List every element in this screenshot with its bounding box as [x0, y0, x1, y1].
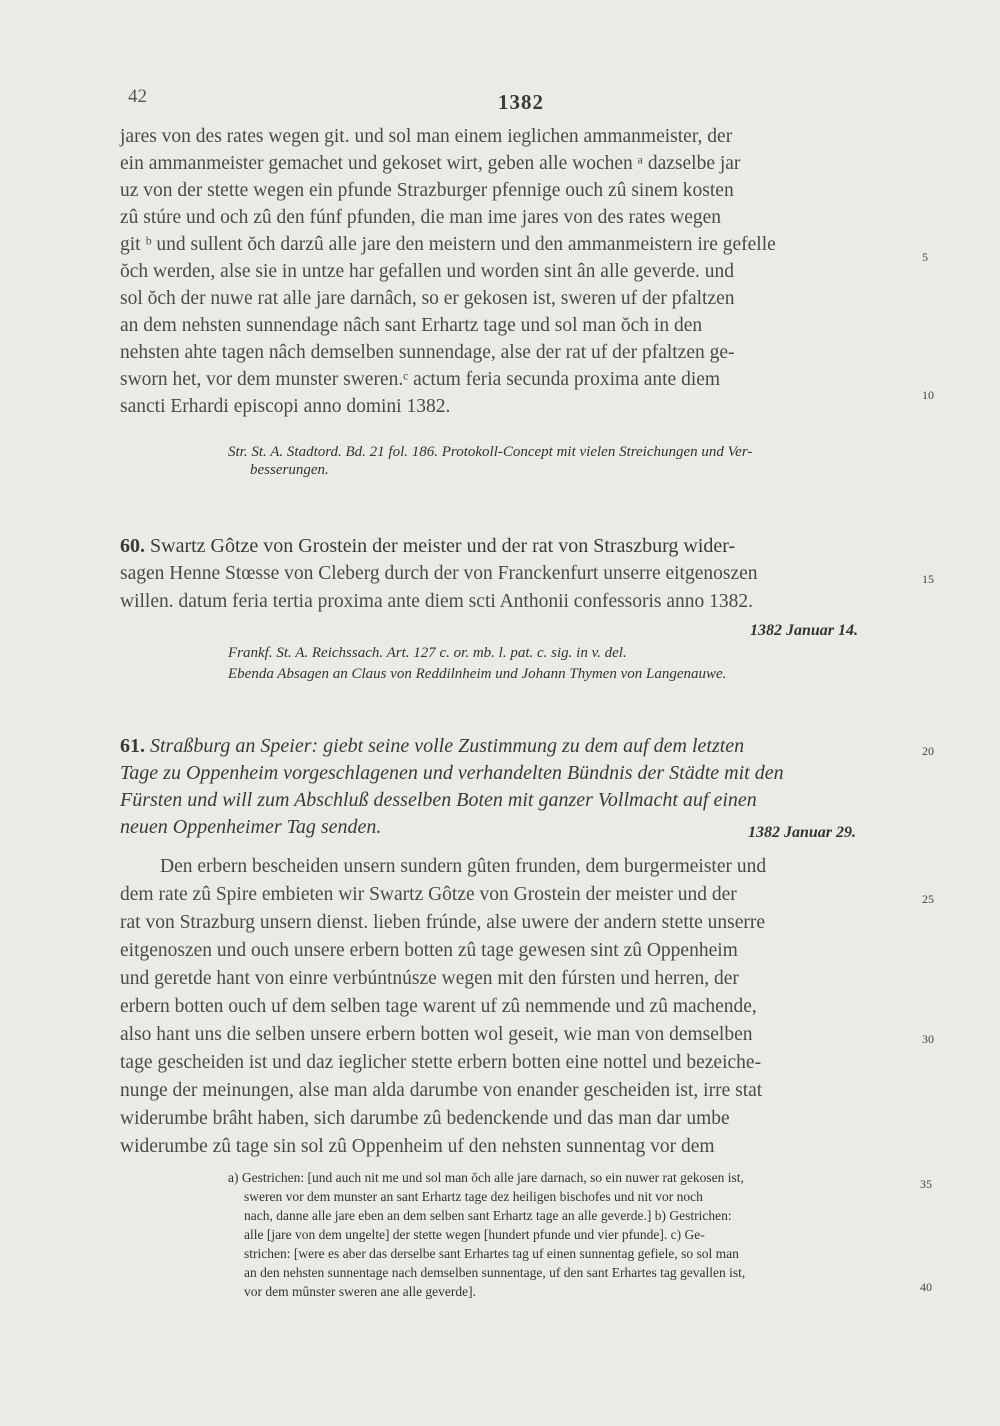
regest-line: Tage zu Oppenheim vorgeschlagenen und verhandelten Bündnis der Städte mit den	[120, 762, 784, 784]
footnote-line: nach, danne alle jare eben an dem selben sant Erhartz tage an alle geverde.] b) Gestrichen:	[244, 1208, 732, 1223]
entry-61-line	[120, 735, 744, 758]
regest-line: Fürsten und will zum Abschluß desselben Boten mit ganzer Vollmacht auf einen	[120, 789, 757, 811]
text-line: ŏch werden, alse sie in untze har gefallen und worden sint ân alle geverde. und	[120, 261, 735, 282]
text-line: rat von Strazburg unsern dienst. lieben frúnde, alse uwere der andern stette unserre	[120, 912, 766, 933]
text-line: tage gescheiden ist und daz ieglicher stette erbern botten eine nottel und bezeiche-	[120, 1052, 762, 1073]
margin-line-number: 35	[920, 1177, 932, 1191]
text-line: dem rate zû Spire embieten wir Swartz Gôtze von Grostein der meister und der	[120, 884, 737, 905]
text-line: jares von des rates wegen git. und sol man einem ieglichen ammanmeister, der	[120, 126, 733, 147]
footnote-line: strichen: [were es aber das derselbe sant Erhartes tag uf einen sunnentag gefiele, so sol man	[244, 1246, 739, 1261]
text-line: nunge der meinungen, alse man alda darumbe von enander gescheiden ist, irre stat	[120, 1080, 763, 1101]
text-line: sagen Henne Stœsse von Cleberg durch der von Franckenfurt unserre eitgenoszen	[120, 563, 758, 584]
source-citation: Frankf. St. A. Reichssach. Art. 127 c. or. mb. l. pat. c. sig. in v. del.	[228, 645, 627, 661]
entry-60-line	[120, 535, 735, 558]
margin-line-number: 30	[922, 1032, 934, 1046]
source-citation: besserungen.	[250, 462, 329, 478]
page-number: 42	[128, 86, 147, 107]
footnote-line: vor dem mûnster sweren ane alle geverde].	[244, 1284, 477, 1299]
text-line: eitgenoszen und ouch unsere erbern botten zû tage gewesen sint zû Oppenheim	[120, 940, 738, 961]
text-line: und geretde hant von einre verbúntnúsze wegen mit den fúrsten und herren, der	[120, 968, 739, 989]
text-line: erbern botten ouch uf dem selben tage warent uf zû nemmende und zû machende,	[120, 996, 757, 1017]
text-line: willen. datum feria tertia proxima ante diem scti Anthonii confessoris anno 1382.	[120, 591, 754, 612]
footnote-line: sweren vor dem munster an sant Erhartz tage dez heiligen bischofes und nit vor noch	[244, 1189, 703, 1204]
regest-text: Straßburg an Speier: giebt seine volle Zustimmung zu dem auf dem letzten	[150, 735, 745, 757]
footnote-line: alle [jare von dem ungelte] der stette wegen [hundert pfunde und vier pfunde]. c) Ge-	[244, 1227, 705, 1242]
text-line: also hant uns die selben unsere erbern botten wol geseit, wie man von demselben	[120, 1024, 753, 1045]
source-citation: Str. St. A. Stadtord. Bd. 21 fol. 186. Protokoll-Concept mit vielen Streichungen und Ver-	[228, 444, 753, 460]
text-line: widerumbe zû tage sin sol zû Oppenheim uf den nehsten sunnentag vor dem	[120, 1136, 715, 1157]
margin-line-number: 40	[920, 1280, 932, 1294]
text-line: git ᵇ und sullent ŏch darzû alle jare den meistern und den ammanmeistern ire gefelle	[120, 234, 776, 255]
margin-line-number: 25	[922, 892, 934, 906]
text-line: sol ŏch der nuwe rat alle jare darnâch, so er gekosen ist, sweren uf der pfaltzen	[120, 288, 735, 309]
text-line: nehsten ahte tagen nâch demselben sunnendage, alse der rat uf der pfaltzen ge-	[120, 342, 735, 363]
text-line: sworn het, vor dem munster sweren.ᶜ actum feria secunda proxima ante diem	[120, 369, 721, 390]
entry-number: 60.	[120, 535, 145, 557]
text-line: widerumbe brâht haben, sich darumbe zû bedenckende und das man dar umbe	[120, 1108, 730, 1129]
footnote-line: a) Gestrichen: [und auch nit me und sol man ŏch alle jare darnach, so ein nuwer rat gekosen ist,	[228, 1170, 744, 1185]
entry-number: 61.	[120, 735, 145, 757]
running-header-year: 1382	[498, 90, 544, 114]
entry-date: 1382 Januar 14.	[750, 622, 859, 639]
text-line: ein ammanmeister gemachet und gekoset wirt, geben alle wochen ᵃ dazselbe jar	[120, 153, 741, 174]
entry-date: 1382 Januar 29.	[748, 824, 857, 841]
margin-line-number: 15	[922, 572, 934, 586]
text-line: sancti Erhardi episcopi anno domini 1382.	[120, 396, 451, 417]
text-line: zû stúre und och zû den fúnf pfunden, die man ime jares von des rates wegen	[120, 207, 722, 228]
regest-line: neuen Oppenheimer Tag senden.	[120, 816, 382, 838]
entry-text: Swartz Gôtze von Grostein der meister und der rat von Straszburg wider-	[150, 535, 736, 557]
text-line: an dem nehsten sunnendage nâch sant Erhartz tage und sol man ŏch in den	[120, 315, 703, 336]
footnote-line: an den nehsten sunnentage nach demselben sunnentage, uf den sant Erhartes tag gevallen ist,	[244, 1265, 746, 1280]
margin-line-number: 10	[922, 388, 934, 402]
margin-line-number: 5	[922, 250, 928, 264]
source-citation: Ebenda Absagen an Claus von Reddilnheim und Johann Thymen von Langenauwe.	[228, 666, 727, 682]
text-line: Den erbern bescheiden unsern sundern gûten frunden, dem burgermeister und	[160, 856, 767, 877]
text-line: uz von der stette wegen ein pfunde Strazburger pfennige ouch zû sinem kosten	[120, 180, 734, 201]
margin-line-number: 20	[922, 744, 934, 758]
